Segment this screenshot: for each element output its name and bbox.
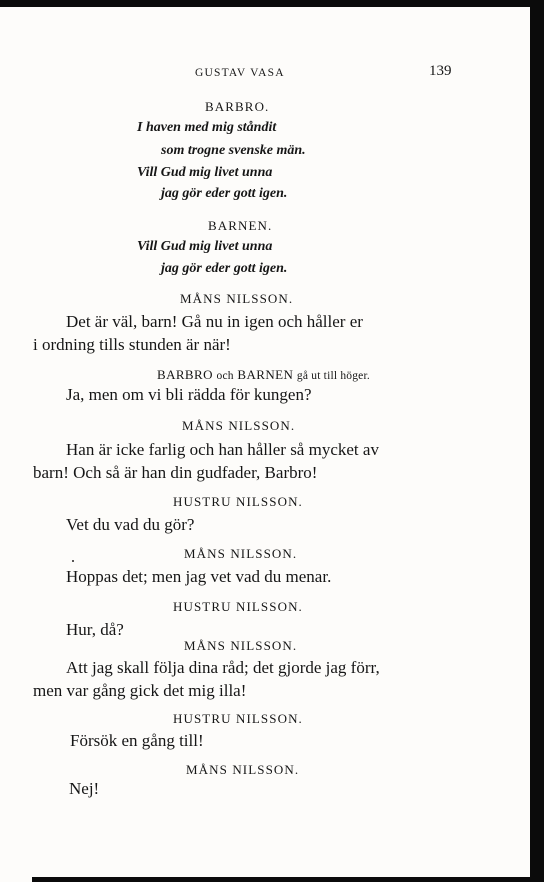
speaker-mans-nilsson: MÅNS NILSSON. [184,546,298,561]
speaker-hustru-nilsson: HUSTRU NILSSON. [173,599,303,614]
verse-line: I haven med mig ståndit [137,120,277,135]
verse-line: Vill Gud mig livet unna [137,165,273,180]
scan-edge-top [0,0,544,7]
prose-line: Hur, då? [66,620,124,639]
speaker-mans-nilsson: MÅNS NILSSON. [186,762,300,777]
prose-line: Nej! [69,779,100,798]
prose-line: Ja, men om vi bli rädda för kungen? [66,385,312,404]
page-number: 139 [429,63,452,79]
speaker-hustru-nilsson: HUSTRU NILSSON. [173,494,303,509]
print-speck [72,560,74,562]
verse-line: som trogne svenske män. [161,143,306,158]
verse-line: Vill Gud mig livet unna [137,239,273,254]
verse-line: jag gör eder gott igen. [161,186,288,201]
prose-line: barn! Och så är han din gudfader, Barbro! [33,463,318,482]
speaker-hustru-nilsson: HUSTRU NILSSON. [173,711,303,726]
prose-line: Att jag skall följa dina råd; det gjorde jag förr, [66,658,380,677]
speaker-mans-nilsson: MÅNS NILSSON. [182,418,296,433]
speaker-mans-nilsson: MÅNS NILSSON. [180,291,294,306]
prose-line: Hoppas det; men jag vet vad du menar. [66,567,332,586]
prose-line: Vet du vad du gör? [66,515,195,534]
prose-line: Försök en gång till! [70,731,204,750]
scan-edge-bottom [32,877,544,882]
prose-line: i ordning tills stunden är när! [33,335,231,354]
prose-line: Det är väl, barn! Gå nu in igen och håller er [66,312,363,331]
scan-edge-right [530,0,544,882]
prose-line: men var gång gick det mig illa! [33,681,247,700]
speaker-barnen: BARNEN. [208,218,273,233]
speaker-mans-nilsson: MÅNS NILSSON. [184,638,298,653]
prose-line: Han är icke farlig och han håller så mycket av [66,440,379,459]
stage-direction: BARBRO och BARNEN gå ut till höger. [157,367,370,382]
running-title: GUSTAV VASA [195,67,285,79]
verse-line: jag gör eder gott igen. [161,261,288,276]
speaker-barbro: BARBRO. [205,99,270,114]
